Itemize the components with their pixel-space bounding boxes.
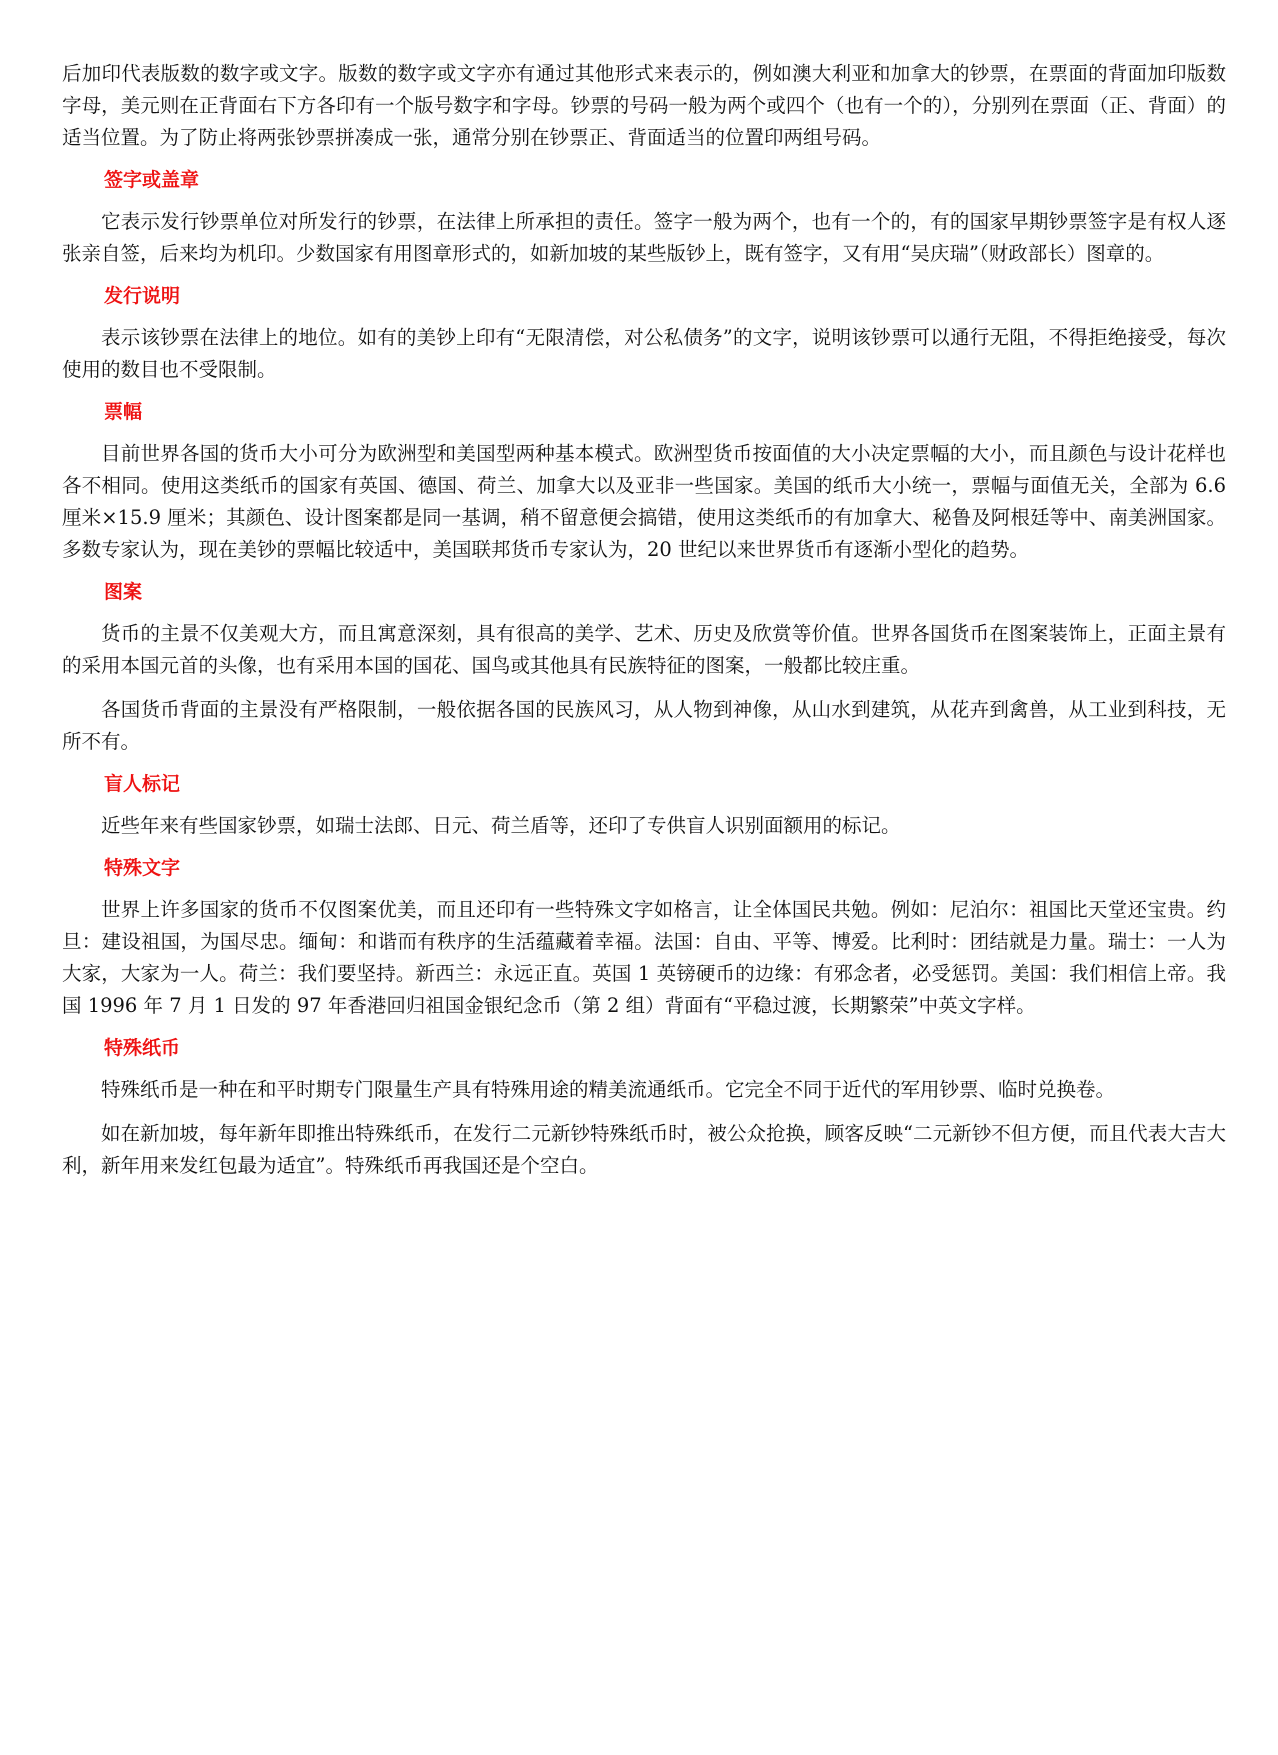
section-issue-statement — [62, 282, 1226, 386]
section-paragraph: 货币的主景不仅美观大方，而且寓意深刻，具有很高的美学、艺术、历史及欣赏等价值。世界各国货币在图案装饰上，正面主景有的采用本国元首的头像，也有采用本国的国花、国鸟或其他具有民族特征的图案，一般都比较庄重。 — [62, 622, 1226, 677]
section-heading: 盲人标记 — [104, 773, 181, 795]
section-paragraph: 近些年来有些国家钞票，如瑞士法郎、日元、荷兰盾等，还印了专供盲人识别面额用的标记。 — [101, 814, 901, 837]
section-heading: 发行说明 — [104, 285, 181, 307]
section-design — [62, 578, 1226, 758]
section-heading: 图案 — [104, 581, 143, 603]
section-paragraph: 表示该钞票在法律上的地位。如有的美钞上印有“无限清偿，对公私债务”的文字，说明该钞票可以通行无阻，不得拒绝接受，每次使用的数目也不受限制。 — [62, 326, 1226, 381]
section-paragraph: 世界上许多国家的货币不仅图案优美，而且还印有一些特殊文字如格言，让全体国民共勉。例如：尼泊尔：祖国比天堂还宝贵。约旦：建设祖国，为国尽忠。缅甸：和谐而有秩序的生活蕴藏着幸福。法国：自由、平等、博爱。比利时：团结就是力量。瑞士：一人为大家，大家为一人。荷兰：我们要坚持。新西兰：永远正直。英国 1 英镑硬币的边缘：有邪念者，必受惩罚。美国：我们相信上帝。我国 1996 年 7 月 1 日发的 97 年香港回归祖国金银纪念币（第 2 组）背面有“平稳过渡，长期繁荣”中英文字样。 — [62, 898, 1226, 1017]
section-special-text — [62, 854, 1226, 1022]
section-paragraph: 特殊纸币是一种在和平时期专门限量生产具有特殊用途的精美流通纸币。它完全不同于近代的军用钞票、临时兑换卷。 — [101, 1078, 1116, 1101]
section-special-notes — [62, 1034, 1226, 1182]
intro-paragraph: 后加印代表版数的数字或文字。版数的数字或文字亦有通过其他形式来表示的，例如澳大利亚和加拿大的钞票，在票面的背面加印版数字母，美元则在正背面右下方各印有一个版号数字和字母。钞票的号码一般为两个或四个（也有一个的），分别列在票面（正、背面）的适当位置。为了防止将两张钞票拼凑成一张，通常分别在钞票正、背面适当的位置印两组号码。 — [62, 62, 1226, 149]
section-heading: 签字或盖章 — [104, 169, 200, 191]
section-paragraph: 如在新加坡，每年新年即推出特殊纸币，在发行二元新钞特殊纸币时，被公众抢换，顾客反映“二元新钞不但方便，而且代表大吉大利，新年用来发红包最为适宜”。特殊纸币再我国还是个空白。 — [62, 1122, 1226, 1177]
section-paragraph: 它表示发行钞票单位对所发行的钞票，在法律上所承担的责任。签字一般为两个，也有一个的，有的国家早期钞票签字是有权人逐张亲自签，后来均为机印。少数国家有用图章形式的，如新加坡的某些版钞上，既有签字，又有用“吴庆瑞”（财政部长）图章的。 — [62, 210, 1226, 265]
section-blind-marks — [62, 770, 1226, 842]
section-heading: 特殊纸币 — [104, 1037, 181, 1059]
section-heading: 票幅 — [104, 401, 143, 423]
section-paragraph: 目前世界各国的货币大小可分为欧洲型和美国型两种基本模式。欧洲型货币按面值的大小决定票幅的大小，而且颜色与设计花样也各不相同。使用这类纸币的国家有英国、德国、荷兰、加拿大以及亚非一些国家。美国的纸币大小统一，票幅与面值无关，全部为 6.6 厘米×15.9 厘米；其颜色、设计图案都是同一基调，稍不留意便会搞错，使用这类纸币的有加拿大、秘鲁及阿根廷等中、南美洲国家。多数专家认为，现在美钞的票幅比较适中，美国联邦货币专家认为，20 世纪以来世界货币有逐渐小型化的趋势。 — [62, 442, 1226, 561]
section-note-size — [62, 398, 1226, 566]
document-page — [62, 58, 1226, 1182]
section-paragraph: 各国货币背面的主景没有严格限制，一般依据各国的民族风习，从人物到神像，从山水到建筑，从花卉到禽兽，从工业到科技，无所不有。 — [62, 698, 1226, 753]
section-signature — [62, 166, 1226, 270]
section-heading: 特殊文字 — [104, 857, 181, 879]
